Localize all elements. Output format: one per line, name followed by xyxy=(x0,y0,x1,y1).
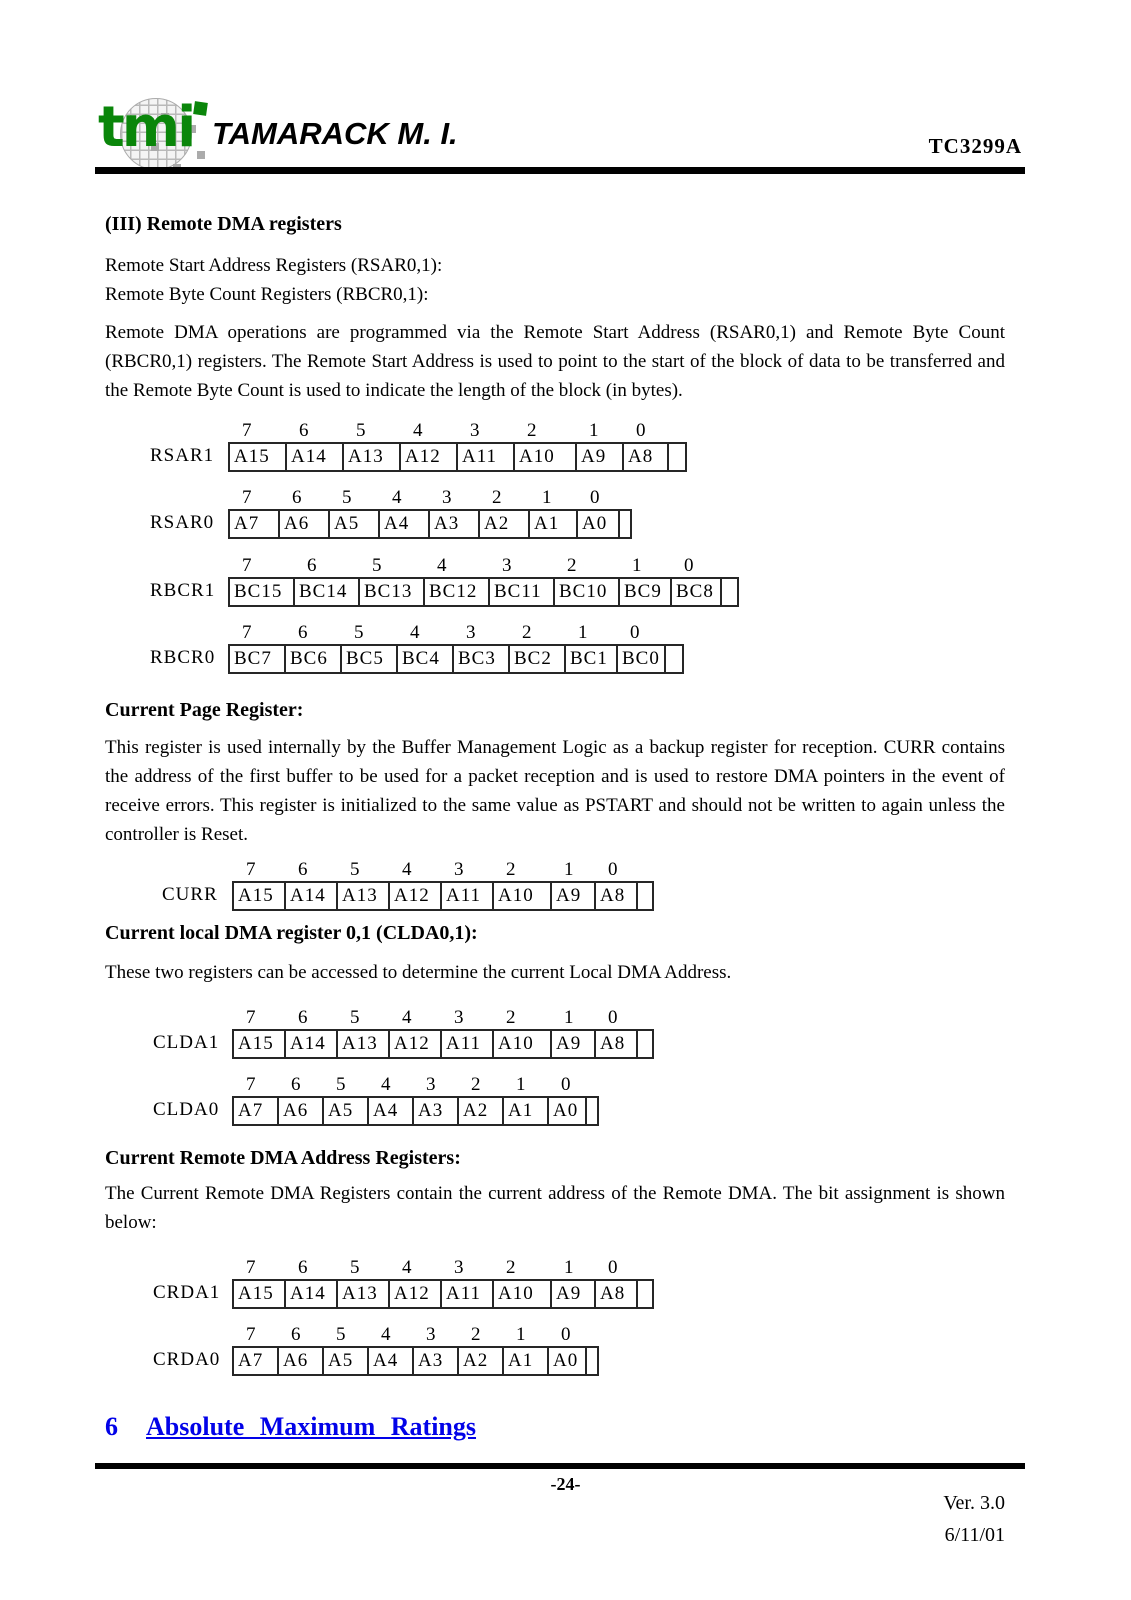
bit-number: 3 xyxy=(454,1007,464,1028)
bit-number: 7 xyxy=(246,859,256,880)
section-number: 6 xyxy=(105,1412,118,1441)
bit-field-cell: BC2 xyxy=(510,646,566,672)
bit-field-cell: BC5 xyxy=(342,646,398,672)
bit-number: 3 xyxy=(466,622,476,643)
page-number: -24- xyxy=(550,1474,581,1494)
bit-number: 1 xyxy=(564,1007,574,1028)
bit-number: 4 xyxy=(402,859,412,880)
bit-number: 2 xyxy=(506,1257,516,1278)
date-label: 6/11/01 xyxy=(944,1524,1005,1546)
section-link-title[interactable]: Absolute Maximum Ratings xyxy=(146,1412,477,1441)
bit-field-cell: BC1 xyxy=(566,646,618,672)
bit-field-cell: A6 xyxy=(280,511,330,537)
bit-field-cell: A10 xyxy=(494,1281,552,1307)
bit-field-row xyxy=(228,442,687,472)
bit-number: 2 xyxy=(471,1324,481,1345)
bit-number: 1 xyxy=(516,1324,526,1345)
empty-tail-cell xyxy=(722,579,737,605)
bit-number: 0 xyxy=(608,859,618,880)
bit-field-cell: BC7 xyxy=(230,646,286,672)
bit-number: 0 xyxy=(684,555,694,576)
bit-number: 7 xyxy=(242,420,252,441)
bit-number: 4 xyxy=(410,622,420,643)
bit-field-row xyxy=(228,577,739,607)
bit-field-cell: A6 xyxy=(279,1348,324,1374)
register-diagram-clda1 xyxy=(105,1007,1005,1059)
bit-field-cell: A1 xyxy=(530,511,578,537)
bit-number-row xyxy=(232,1007,1005,1029)
bit-field-cell: BC9 xyxy=(620,579,672,605)
register-diagram-crda1 xyxy=(105,1257,1005,1309)
bit-number: 5 xyxy=(336,1074,346,1095)
bit-field-cell: A8 xyxy=(596,1281,638,1307)
bit-number: 4 xyxy=(402,1007,412,1028)
bit-number: 6 xyxy=(307,555,317,576)
bit-number: 4 xyxy=(413,420,423,441)
bit-field-cell: A8 xyxy=(596,883,638,909)
bit-field-cell: A8 xyxy=(624,444,669,470)
bit-number-row xyxy=(228,420,1005,442)
rbcr-line: Remote Byte Count Registers (RBCR0,1): xyxy=(105,284,429,305)
current-page-paragraph: This register is used internally by the Buffer Management Logic as a backup register for reception. CURR contains the address of the first buffer to be used for a packet reception and is used to restore DMA pointers in the event of receive errors. This register is initialized to the same value as PSTART and should not be written to again unless the controller is Reset. xyxy=(105,737,1005,845)
bit-field-cell: A3 xyxy=(414,1098,459,1124)
bit-number: 3 xyxy=(426,1324,436,1345)
bit-number: 6 xyxy=(298,1007,308,1028)
bit-number: 1 xyxy=(542,487,552,508)
register-diagram-crda0 xyxy=(105,1324,1005,1376)
bit-number: 7 xyxy=(246,1324,256,1345)
bit-number: 3 xyxy=(454,859,464,880)
bit-field-cell: BC12 xyxy=(425,579,490,605)
register-label: CRDA0 xyxy=(153,1349,221,1370)
bit-field-cell: BC8 xyxy=(672,579,722,605)
bit-field-cell: A9 xyxy=(552,1031,596,1057)
empty-tail-cell xyxy=(587,1098,597,1124)
bit-number: 2 xyxy=(506,1007,516,1028)
bit-field-cell: A14 xyxy=(286,883,338,909)
document-code: TC3299A xyxy=(928,134,1022,158)
bit-field-cell: A12 xyxy=(401,444,458,470)
bit-field-cell: A9 xyxy=(552,883,596,909)
bit-number: 0 xyxy=(630,622,640,643)
bit-field-cell: BC3 xyxy=(454,646,510,672)
bit-number: 2 xyxy=(506,859,516,880)
bit-number: 3 xyxy=(426,1074,436,1095)
register-diagram-rsar0 xyxy=(105,487,1005,539)
bit-number: 0 xyxy=(608,1007,618,1028)
bit-field-cell: A15 xyxy=(234,1281,286,1307)
bit-number: 1 xyxy=(632,555,642,576)
register-label: RBCR0 xyxy=(150,647,216,668)
bit-field-cell: A5 xyxy=(324,1098,369,1124)
register-diagram-curr xyxy=(105,859,1005,911)
bit-number: 1 xyxy=(578,622,588,643)
bit-field-cell: A13 xyxy=(344,444,401,470)
bit-field-row xyxy=(228,509,632,539)
bit-number: 0 xyxy=(561,1324,571,1345)
bit-field-cell: BC11 xyxy=(490,579,555,605)
bit-field-cell: A15 xyxy=(234,883,286,909)
bit-field-cell: A8 xyxy=(596,1031,638,1057)
bit-number: 6 xyxy=(298,1257,308,1278)
bit-field-cell: A15 xyxy=(234,1031,286,1057)
bit-field-cell: A13 xyxy=(338,1281,390,1307)
bit-number-row xyxy=(232,1257,1005,1279)
bit-field-cell: A14 xyxy=(286,1031,338,1057)
page-content xyxy=(105,200,1005,1442)
bit-number-row xyxy=(232,859,1005,881)
bit-number: 3 xyxy=(442,487,452,508)
bit-field-row xyxy=(232,881,654,911)
bit-field-cell: A2 xyxy=(480,511,530,537)
bit-field-cell: A4 xyxy=(369,1348,414,1374)
bit-field-cell: A4 xyxy=(380,511,430,537)
bit-number: 2 xyxy=(492,487,502,508)
bit-field-row xyxy=(228,644,684,674)
bit-field-cell: A12 xyxy=(390,1281,442,1307)
bit-field-cell: A6 xyxy=(279,1098,324,1124)
remote-dma-paragraph: Remote DMA operations are programmed via the Remote Start Address (RSAR0,1) and Remote Byte Count (RBCR0,1) registers. The Remote Start Address is used to point to the start of the block of data to be transferred and the Remote Byte Count is used to indicate the length of the block (in bytes). xyxy=(105,322,1005,401)
footer-rule xyxy=(95,1463,1025,1469)
bit-number: 4 xyxy=(437,555,447,576)
bit-field-cell: A13 xyxy=(338,883,390,909)
crda-paragraph: The Current Remote DMA Registers contain the current address of the Remote DMA. The bit assignment is shown below: xyxy=(105,1183,1005,1233)
bit-field-cell: A0 xyxy=(578,511,620,537)
bit-number: 5 xyxy=(350,1257,360,1278)
section-heading-current-page: Current Page Register: xyxy=(105,699,304,721)
bit-number: 1 xyxy=(516,1074,526,1095)
bit-field-row xyxy=(232,1029,654,1059)
bit-field-cell: A5 xyxy=(330,511,380,537)
bit-field-cell: A0 xyxy=(549,1098,587,1124)
register-diagram-clda0 xyxy=(105,1074,1005,1126)
bit-number-row xyxy=(228,487,1005,509)
bit-number: 2 xyxy=(522,622,532,643)
bit-field-cell: A3 xyxy=(414,1348,459,1374)
bit-field-row xyxy=(232,1096,599,1126)
bit-number: 1 xyxy=(564,1257,574,1278)
bit-number: 4 xyxy=(392,487,402,508)
bit-number: 6 xyxy=(291,1074,301,1095)
bit-number-row xyxy=(232,1074,1005,1096)
bit-number: 2 xyxy=(567,555,577,576)
bit-field-cell: BC6 xyxy=(286,646,342,672)
bit-number: 2 xyxy=(527,420,537,441)
bit-field-cell: BC0 xyxy=(618,646,666,672)
bit-number: 7 xyxy=(242,555,252,576)
bit-field-cell: A13 xyxy=(338,1031,390,1057)
register-name-lines xyxy=(105,251,1005,309)
bit-number: 5 xyxy=(336,1324,346,1345)
bit-field-cell: A9 xyxy=(552,1281,596,1307)
section-heading-clda: Current local DMA register 0,1 (CLDA0,1): xyxy=(105,922,478,944)
bit-number: 5 xyxy=(354,622,364,643)
register-label: RBCR1 xyxy=(150,580,216,601)
bit-number: 3 xyxy=(454,1257,464,1278)
bit-number: 6 xyxy=(298,859,308,880)
bit-field-row xyxy=(232,1346,599,1376)
empty-tail-cell xyxy=(587,1348,597,1374)
empty-tail-cell xyxy=(638,1031,652,1057)
bit-field-cell: A9 xyxy=(577,444,624,470)
bit-number: 1 xyxy=(564,859,574,880)
register-label: RSAR1 xyxy=(150,445,215,466)
bit-number: 7 xyxy=(242,487,252,508)
bit-number: 5 xyxy=(342,487,352,508)
bit-number: 3 xyxy=(502,555,512,576)
version-label: Ver. 3.0 xyxy=(943,1492,1005,1514)
wafer-die-square xyxy=(197,151,205,159)
bit-field-cell: A10 xyxy=(494,1031,552,1057)
bit-field-cell: A7 xyxy=(230,511,280,537)
bit-number: 7 xyxy=(242,622,252,643)
empty-tail-cell xyxy=(620,511,630,537)
bit-field-cell: A0 xyxy=(549,1348,587,1374)
bit-field-cell: A15 xyxy=(230,444,287,470)
bit-number: 6 xyxy=(299,420,309,441)
bit-number-row xyxy=(228,622,1005,644)
register-label: CURR xyxy=(162,884,218,905)
bit-field-cell: A7 xyxy=(234,1348,279,1374)
toc-link-absolute-maximum-ratings[interactable] xyxy=(105,1412,1005,1442)
logo-green-square-icon xyxy=(193,101,208,116)
bit-field-cell: A12 xyxy=(390,1031,442,1057)
bit-field-row xyxy=(232,1279,654,1309)
bit-number-row xyxy=(228,555,1005,577)
bit-field-cell: BC13 xyxy=(360,579,425,605)
bit-field-cell: A11 xyxy=(442,883,494,909)
bit-field-cell: BC15 xyxy=(230,579,295,605)
empty-tail-cell xyxy=(669,444,685,470)
bit-number: 1 xyxy=(589,420,599,441)
bit-number: 5 xyxy=(356,420,366,441)
bit-number: 6 xyxy=(291,1324,301,1345)
bit-field-cell: BC10 xyxy=(555,579,620,605)
bit-field-cell: A11 xyxy=(458,444,515,470)
bit-field-cell: BC14 xyxy=(295,579,360,605)
bit-field-cell: A11 xyxy=(442,1031,494,1057)
bit-field-cell: A1 xyxy=(504,1098,549,1124)
bit-number: 7 xyxy=(246,1257,256,1278)
rsar-line: Remote Start Address Registers (RSAR0,1): xyxy=(105,255,443,276)
bit-number-row xyxy=(232,1324,1005,1346)
bit-field-cell: A11 xyxy=(442,1281,494,1307)
empty-tail-cell xyxy=(638,883,652,909)
bit-field-cell: A14 xyxy=(286,1281,338,1307)
empty-tail-cell xyxy=(638,1281,652,1307)
bit-field-cell: A14 xyxy=(287,444,344,470)
register-label: CLDA1 xyxy=(153,1032,220,1053)
bit-field-cell: A12 xyxy=(390,883,442,909)
bit-number: 3 xyxy=(470,420,480,441)
bit-field-cell: A10 xyxy=(515,444,577,470)
bit-field-cell: A3 xyxy=(430,511,480,537)
bit-field-cell: A7 xyxy=(234,1098,279,1124)
bit-field-cell: A5 xyxy=(324,1348,369,1374)
register-label: RSAR0 xyxy=(150,512,215,533)
register-diagram-rsar1 xyxy=(105,420,1005,472)
section-heading-remote-dma: (III) Remote DMA registers xyxy=(105,213,342,235)
version-block xyxy=(943,1487,1005,1551)
bit-number: 4 xyxy=(402,1257,412,1278)
bit-number: 5 xyxy=(372,555,382,576)
register-label: CLDA0 xyxy=(153,1099,220,1120)
bit-number: 0 xyxy=(636,420,646,441)
section-heading-crda: Current Remote DMA Address Registers: xyxy=(105,1147,461,1169)
bit-field-cell: A2 xyxy=(459,1098,504,1124)
company-name: TAMARACK M. I. xyxy=(212,116,458,151)
bit-field-cell: A2 xyxy=(459,1348,504,1374)
bit-field-cell: A10 xyxy=(494,883,552,909)
bit-number: 7 xyxy=(246,1007,256,1028)
header-rule xyxy=(95,167,1025,174)
bit-number: 4 xyxy=(381,1324,391,1345)
register-diagram-rbcr1 xyxy=(105,555,1005,607)
bit-field-cell: A4 xyxy=(369,1098,414,1124)
bit-number: 0 xyxy=(590,487,600,508)
bit-number: 4 xyxy=(381,1074,391,1095)
register-diagram-rbcr0 xyxy=(105,622,1005,674)
bit-number: 5 xyxy=(350,859,360,880)
register-label: CRDA1 xyxy=(153,1282,221,1303)
clda-paragraph: These two registers can be accessed to determine the current Local DMA Address. xyxy=(105,962,732,983)
bit-number: 0 xyxy=(608,1257,618,1278)
bit-field-cell: A1 xyxy=(504,1348,549,1374)
bit-number: 2 xyxy=(471,1074,481,1095)
bit-number: 5 xyxy=(350,1007,360,1028)
bit-number: 6 xyxy=(292,487,302,508)
bit-number: 0 xyxy=(561,1074,571,1095)
empty-tail-cell xyxy=(666,646,682,672)
bit-number: 7 xyxy=(246,1074,256,1095)
logo-tmi-text: tmi xyxy=(98,95,194,160)
bit-number: 6 xyxy=(298,622,308,643)
bit-field-cell: BC4 xyxy=(398,646,454,672)
